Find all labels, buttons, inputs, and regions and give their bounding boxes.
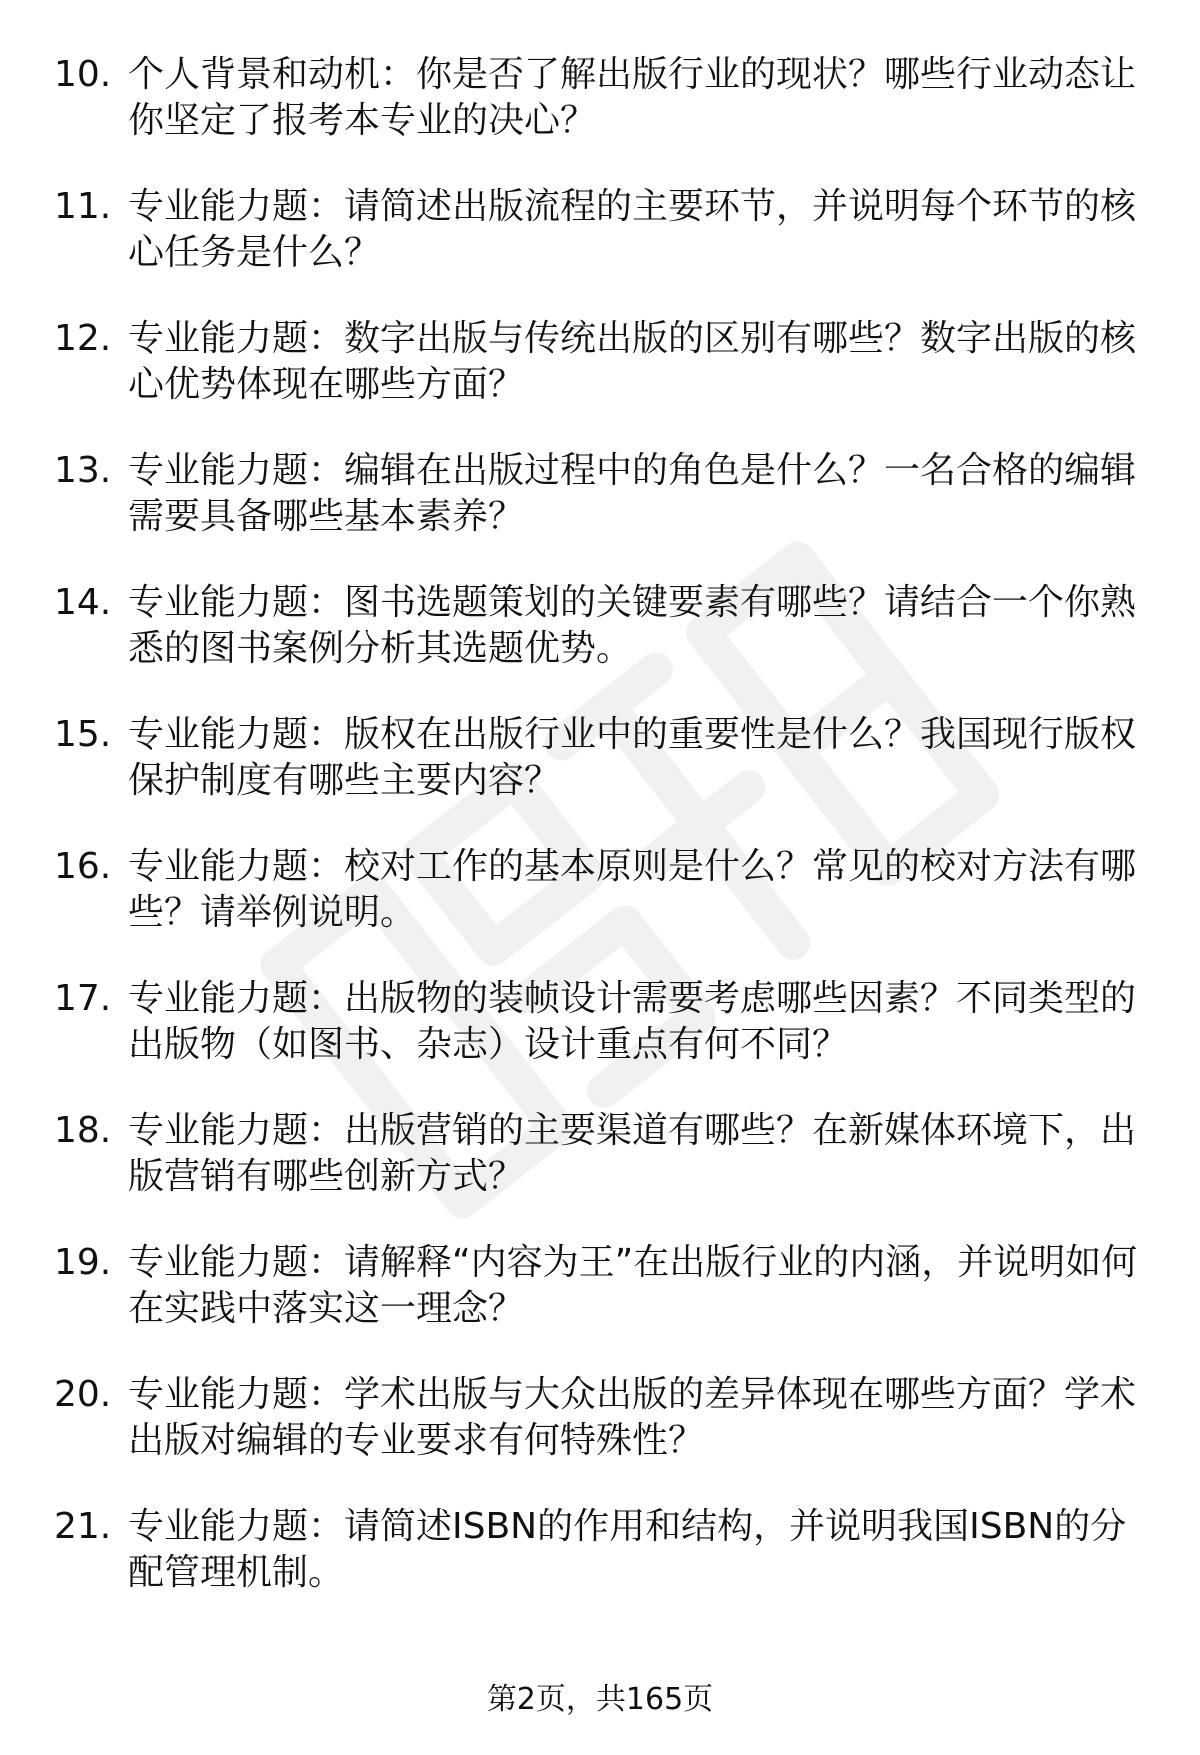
question-text: 个人背景和动机：你是否了解出版行业的现状？哪些行业动态让你坚定了报考本专业的决心？ (128, 54, 1137, 141)
question-number: 21. (54, 1506, 112, 1547)
question-item (54, 712, 1144, 844)
question-text: 专业能力题：图书选题策划的关键要素有哪些？请结合一个你熟悉的图书案例分析其选题优势。 (128, 582, 1137, 669)
question-number: 19. (54, 1242, 112, 1283)
question-text: 专业能力题：请解释“内容为王”在出版行业的内涵，并说明如何在实践中落实这一理念？ (128, 1242, 1138, 1329)
question-item (54, 316, 1144, 448)
question-text: 专业能力题：数字出版与传统出版的区别有哪些？数字出版的核心优势体现在哪些方面？ (128, 318, 1137, 405)
question-number: 20. (54, 1374, 112, 1415)
question-item (54, 184, 1144, 316)
question-text: 专业能力题：出版物的装帧设计需要考虑哪些因素？不同类型的出版物（如图书、杂志）设计重点有何不同？ (128, 978, 1137, 1065)
question-list (54, 52, 1144, 1636)
question-number: 16. (54, 846, 112, 887)
question-number: 11. (54, 186, 112, 227)
question-number: 13. (54, 450, 112, 491)
question-number: 18. (54, 1110, 112, 1151)
question-text: 专业能力题：请简述出版流程的主要环节，并说明每个环节的核心任务是什么？ (128, 186, 1137, 273)
question-text: 专业能力题：版权在出版行业中的重要性是什么？我国现行版权保护制度有哪些主要内容？ (128, 714, 1137, 801)
question-item (54, 1240, 1144, 1372)
question-text: 专业能力题：校对工作的基本原则是什么？常见的校对方法有哪些？请举例说明。 (128, 846, 1137, 933)
question-number: 17. (54, 978, 112, 1019)
question-text: 专业能力题：编辑在出版过程中的角色是什么？一名合格的编辑需要具备哪些基本素养？ (128, 450, 1137, 537)
question-number: 10. (54, 54, 112, 95)
page-footer: 第2页，共165页 (486, 1682, 714, 1717)
question-text: 专业能力题：请简述ISBN的作用和结构，并说明我国ISBN的分配管理机制。 (128, 1506, 1127, 1593)
question-item (54, 844, 1144, 976)
question-item (54, 52, 1144, 184)
question-item (54, 1372, 1144, 1504)
question-item (54, 1108, 1144, 1240)
question-number: 14. (54, 582, 112, 623)
question-number: 12. (54, 318, 112, 359)
question-item (54, 580, 1144, 712)
question-text: 专业能力题：出版营销的主要渠道有哪些？在新媒体环境下，出版营销有哪些创新方式？ (128, 1110, 1137, 1197)
question-text: 专业能力题：学术出版与大众出版的差异体现在哪些方面？学术出版对编辑的专业要求有何特殊性？ (128, 1374, 1137, 1461)
question-item (54, 1504, 1144, 1636)
question-item (54, 448, 1144, 580)
question-number: 15. (54, 714, 112, 755)
question-item (54, 976, 1144, 1108)
